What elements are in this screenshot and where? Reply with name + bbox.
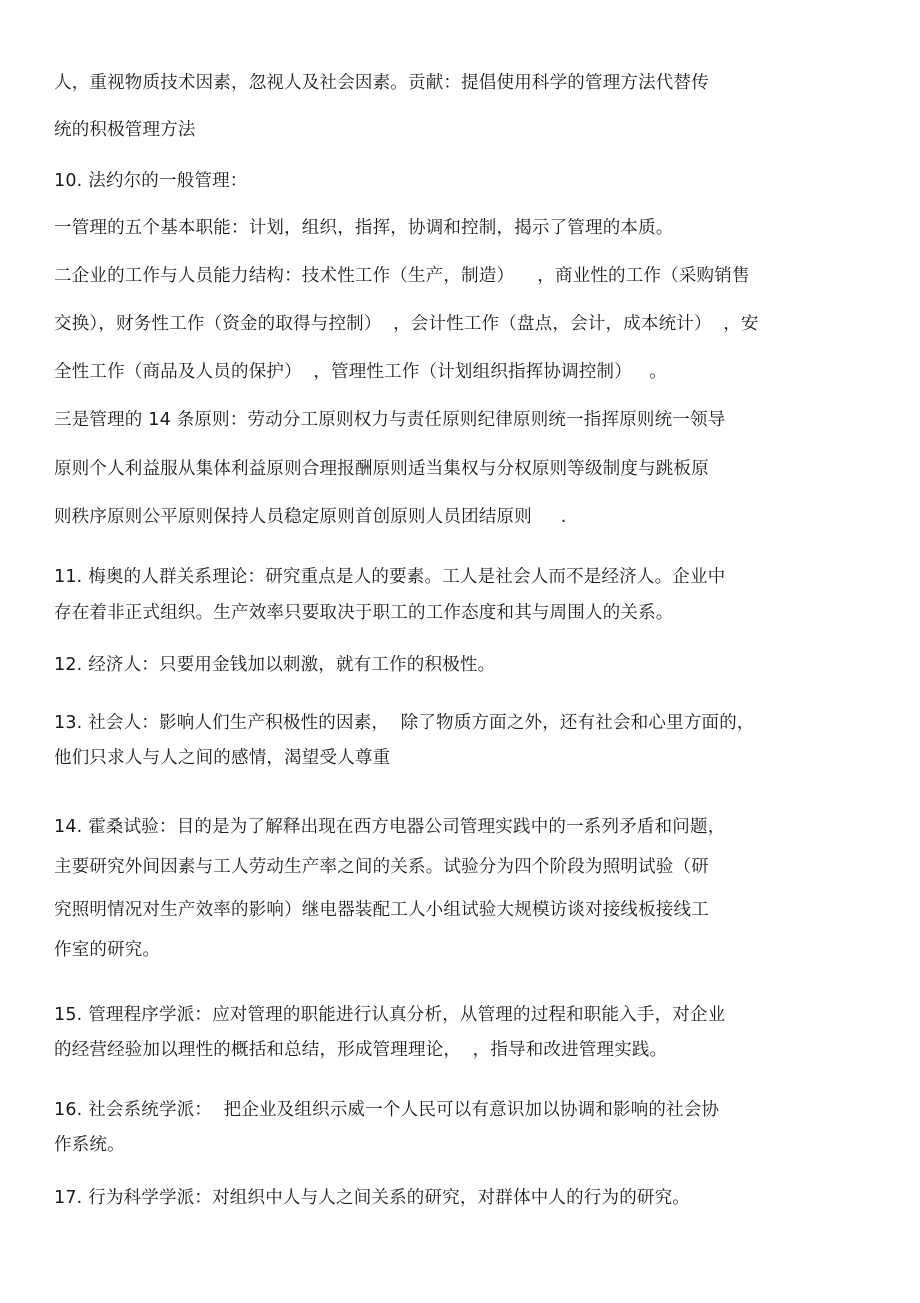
- text-line: 全性工作（商品及人员的保护） ，管理性工作（计划组织指挥协调控制） 。: [54, 362, 667, 382]
- text-line: 主要研究外间因素与工人劳动生产率之间的关系。试验分为四个阶段为照明试验（研: [54, 857, 709, 877]
- text-line: 一管理的五个基本职能：计划，组织，指挥，协调和控制，揭示了管理的本质。: [54, 218, 674, 238]
- text-line: 原则个人利益服从集体利益原则合理报酬原则适当集权与分权原则等级制度与跳板原: [54, 459, 709, 479]
- text-line: 15. 管理程序学派：应对管理的职能进行认真分析，从管理的过程和职能入手，对企业: [54, 1005, 726, 1025]
- text-line: 作系统。: [54, 1135, 125, 1155]
- text-line: 作室的研究。: [54, 940, 161, 960]
- text-line: 14. 霍桑试验：目的是为了解释出现在西方电器公司管理实践中的一系列矛盾和问题，: [54, 817, 726, 837]
- text-line: 他们只求人与人之间的感情，渴望受人尊重: [54, 748, 391, 768]
- text-line: 统的积极管理方法: [54, 120, 196, 140]
- text-line: 的经营经验加以理性的概括和总结，形成管理理论， ，指导和改进管理实践。: [54, 1040, 668, 1060]
- text-line: 16. 社会系统学派： 把企业及组织示威一个人民可以有意识加以协调和影响的社会协: [54, 1100, 720, 1120]
- text-line: 13. 社会人：影响人们生产积极性的因素， 除了物质方面之外，还有社会和心里方面的，: [54, 713, 755, 733]
- text-line: 人，重视物质技术因素，忽视人及社会因素。贡献：提倡使用科学的管理方法代替传: [54, 73, 709, 93]
- text-line: 12. 经济人：只要用金钱加以刺激，就有工作的积极性。: [54, 655, 496, 675]
- text-line: 则秩序原则公平原则保持人员稳定原则首创原则人员团结原则 .: [54, 507, 567, 527]
- text-line: 究照明情况对生产效率的影响）继电器装配工人小组试验大规模访谈对接线板接线工: [54, 900, 709, 920]
- text-line: 交换），财务性工作（资金的取得与控制） ，会计性工作（盘点，会计，成本统计） ，安: [54, 314, 759, 334]
- text-line: 11. 梅奥的人群关系理论：研究重点是人的要素。工人是社会人而不是经济人。企业中: [54, 567, 726, 587]
- text-line: 17. 行为科学学派：对组织中人与人之间关系的研究，对群体中人的行为的研究。: [54, 1188, 690, 1208]
- text-line: 10. 法约尔的一般管理：: [54, 171, 248, 191]
- text-line: 二企业的工作与人员能力结构：技术性工作（生产，制造） ，商业性的工作（采购销售: [54, 266, 750, 286]
- text-line: 三是管理的 14 条原则：劳动分工原则权力与责任原则纪律原则统一指挥原则统一领导: [54, 410, 726, 430]
- text-line: 存在着非正式组织。生产效率只要取决于职工的工作态度和其与周围人的关系。: [54, 603, 674, 623]
